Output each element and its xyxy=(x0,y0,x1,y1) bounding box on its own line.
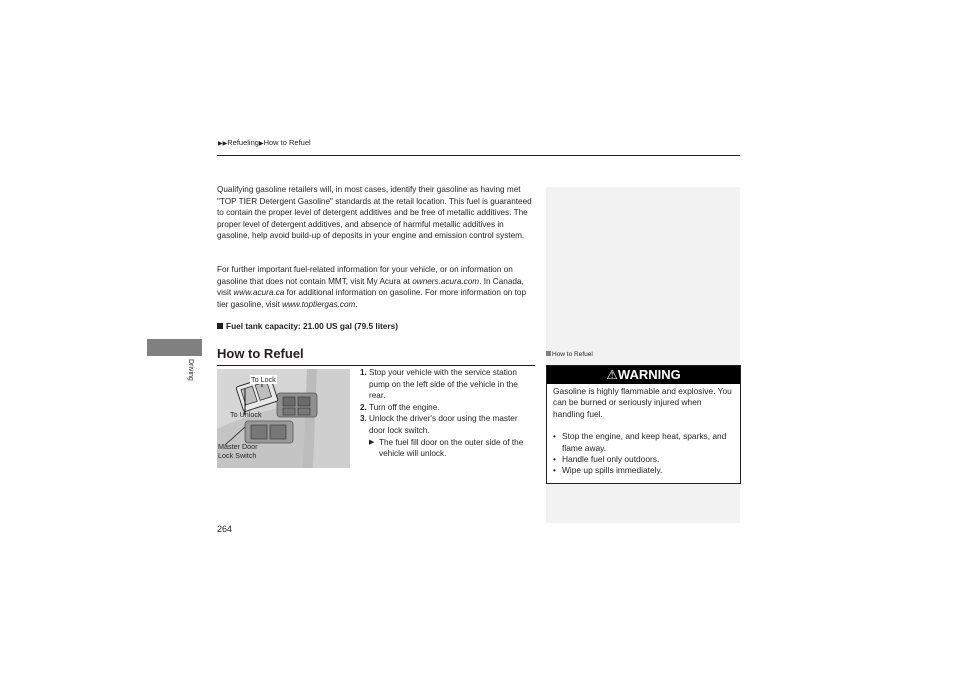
square-bullet-icon xyxy=(217,323,223,329)
fuel-capacity: Fuel tank capacity: 21.00 US gal (79.5 liters) xyxy=(217,321,398,331)
warning-header: ⚠WARNING xyxy=(547,366,740,384)
breadcrumb xyxy=(218,138,311,147)
label-master-door-2: Lock Switch xyxy=(218,451,257,460)
step-item: 3. Unlock the driver's door using the master door lock switch. xyxy=(360,414,518,435)
section-title: How to Refuel xyxy=(217,346,304,361)
double-triangle-icon: ▶▶ xyxy=(218,141,228,147)
sidebar-reference[interactable]: How to Refuel xyxy=(546,351,593,358)
link-toptiergas[interactable]: www.toptiergas.com xyxy=(282,299,356,309)
link-owners-acura[interactable]: owners.acura.com xyxy=(412,276,480,286)
link-acura-ca[interactable]: www.acura.ca xyxy=(233,288,285,298)
breadcrumb-refueling[interactable]: Refueling xyxy=(227,138,259,147)
door-lock-switch-figure xyxy=(217,369,350,468)
label-to-lock: To Lock xyxy=(251,375,276,384)
warning-bullet: • Handle fuel only outdoors. xyxy=(553,454,660,465)
page-number: 264 xyxy=(217,524,233,534)
top-tier-paragraph: Qualifying gasoline retailers will, in most cases, identify their gasoline as having met "TOP TIER Detergent Gasoline" standards at the retail location. This fuel is guaranteed to contain the proper level of detergent additives and be free of metallic additives. The proper level of detergent additives, and absence of harmful metallic additives in gasoline, help avoid build-up of deposits in your engine and emission control system. xyxy=(217,185,532,241)
triangle-icon: ▶ xyxy=(369,438,375,446)
warning-bullet: • Wipe up spills immediately. xyxy=(553,465,663,476)
breadcrumb-how-to-refuel[interactable]: How to Refuel xyxy=(263,138,311,147)
warning-body xyxy=(547,384,740,477)
step-item: 2. Turn off the engine. xyxy=(360,402,440,412)
fuel-info-paragraph: For further important fuel-related information for your vehicle, or on information on gasoline that does not contain MMT, visit My Acura at owners.acura.com. In Canada, visit www.acura.ca for additional information on gasoline. For more information on top tier gasoline, visit www.toptiergas.com. xyxy=(217,265,527,309)
label-to-unlock: To Unlock xyxy=(230,410,262,419)
chapter-tab-label: Driving xyxy=(187,359,194,381)
warning-triangle-icon: ⚠ xyxy=(606,367,618,382)
refuel-steps xyxy=(360,367,536,460)
step-note: ▶ The fuel fill door on the outer side of the vehicle will unlock. xyxy=(369,437,524,459)
triangle-icon: ▶ xyxy=(258,141,264,147)
label-master-door-1: Master Door xyxy=(218,442,258,451)
chapter-tab[interactable] xyxy=(147,339,202,356)
step-item: 1. Stop your vehicle with the service station pump on the left side of the vehicle in the rear. xyxy=(360,368,518,401)
warning-box xyxy=(546,365,741,484)
reference-icon xyxy=(546,351,551,356)
header-rule xyxy=(217,155,740,156)
section-rule xyxy=(217,365,535,366)
warning-intro: Gasoline is highly flammable and explosive. You can be burned or seriously injured when handling fuel. xyxy=(553,386,732,419)
warning-bullet: • Stop the engine, and keep heat, sparks, and flame away. xyxy=(553,431,727,453)
